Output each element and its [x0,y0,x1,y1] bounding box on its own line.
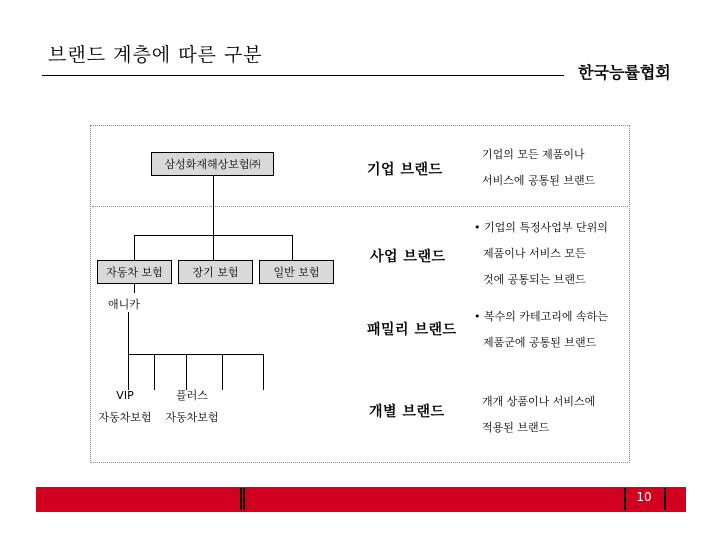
page-number: 10 [636,490,652,504]
page-title: 브랜드 계층에 따른 구분 [48,44,263,66]
title-underline [42,75,564,76]
leaf-brand-line2: 자동차보험 [98,411,152,424]
connector-line [213,175,214,235]
brand-desc-business [474,215,608,293]
business-node-label: 일반 보험 [273,266,320,279]
leaf-brand-plus [160,385,224,429]
desc-line: • 복수의 카테고리에 속하는 [474,310,608,323]
connector-line [292,235,293,260]
desc-line: 것에 공통되는 브랜드 [483,273,586,286]
brand-level-individual: 개별 브랜드 [369,404,445,420]
brand-level-business: 사업 브랜드 [370,249,446,265]
root-node-label: 삼성화재해상보험㈜ [164,158,261,171]
desc-line: 제품군에 공통된 브랜드 [483,336,597,349]
connector-line [128,312,129,354]
leaf-brand-vip [94,385,156,429]
family-brand-label: 애니카 [108,298,140,311]
connector-line [134,283,135,293]
business-node-longterm [178,260,253,284]
brand-desc-family [474,304,608,356]
organization-name: 한국능률협회 [578,63,671,82]
business-node-general [259,260,334,284]
business-node-auto [97,260,172,284]
brand-desc-corporate [482,142,595,194]
brand-level-corporate: 기업 브랜드 [367,162,443,178]
connector-line [128,354,264,355]
desc-line: 제품이나 서비스 모든 [483,247,586,260]
business-node-label: 장기 보험 [192,266,239,279]
desc-line: 적용된 브랜드 [482,421,550,434]
business-node-label: 자동차 보험 [106,266,163,279]
desc-line: 기업의 모든 제품이나 [482,148,585,161]
leaf-brand-line1: 플러스 [176,389,208,402]
footer-divider [624,488,626,510]
desc-line: 서비스에 공통된 브랜드 [482,174,596,187]
footer-divider [243,488,245,510]
footer-divider [240,488,242,510]
desc-line: • 기업의 특정사업부 단위의 [474,221,608,234]
row-separator [92,206,628,207]
root-node [151,152,274,176]
brand-desc-individual [482,389,595,441]
leaf-brand-line2: 자동차보험 [165,411,219,424]
connector-line [213,235,214,260]
leaf-brand-line1: VIP [116,389,134,402]
connector-line [134,235,135,260]
footer-divider [664,488,666,510]
brand-level-family: 패밀리 브랜드 [367,322,457,338]
connector-line [263,354,264,390]
desc-line: 개개 상품이나 서비스에 [482,395,596,408]
footer-bar [36,487,686,512]
